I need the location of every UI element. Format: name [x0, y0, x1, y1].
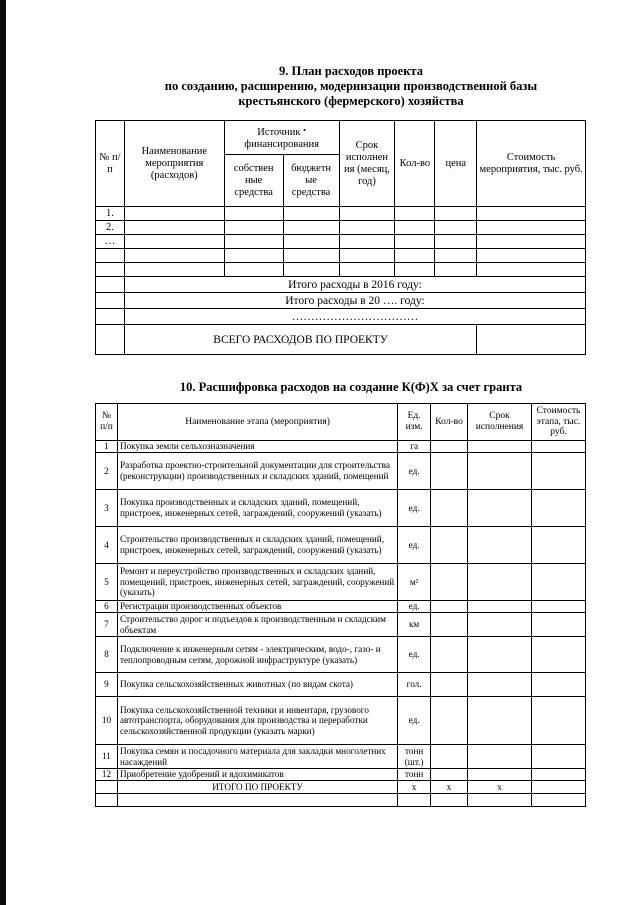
t10-row-term[interactable]	[468, 527, 532, 564]
t9-cell[interactable]	[124, 207, 224, 221]
table-row	[96, 564, 586, 601]
t10-row-unit: тонн	[398, 769, 431, 781]
section9-title-line2: по созданию, расширению, модернизации производственной базы	[164, 79, 538, 93]
t9-row-num: 1.	[96, 207, 125, 221]
t9-cell[interactable]	[224, 249, 283, 263]
grand-total-label: ВСЕГО РАСХОДОВ ПО ПРОЕКТУ	[124, 325, 476, 355]
t10-row-name: Покупка сельскохозяйственных животных (по видам скота)	[117, 673, 397, 697]
dots-placeholder: ……………………………	[124, 309, 585, 325]
t9-header-cost: Стоимость мероприятия, тыс. руб.	[477, 121, 586, 207]
t9-cell[interactable]	[477, 249, 586, 263]
t9-header-num: № п/п	[96, 121, 125, 207]
t10-row-unit: ед.	[398, 490, 431, 527]
table-row	[96, 441, 586, 453]
table-row	[96, 235, 586, 249]
section9-title	[96, 64, 606, 109]
table-row	[96, 207, 586, 221]
t10-row-qty[interactable]	[431, 637, 468, 673]
t9-cell[interactable]	[283, 263, 339, 277]
t10-row-cost[interactable]	[531, 564, 585, 601]
t10-row-unit: ед.	[398, 637, 431, 673]
t10-total-label: ИТОГО ПО ПРОЕКТУ	[117, 781, 397, 794]
t10-body	[96, 441, 586, 781]
table-row	[96, 527, 586, 564]
t9-header-name: Наименование мероприятия (расходов)	[124, 121, 224, 207]
t10-row-name: Подключение к инженерным сетям - электрическим, водо-, газо- и теплопроводным сетям, дорожной инфраструктуре (указать)	[117, 637, 397, 673]
t9-cell[interactable]	[477, 235, 586, 249]
t10-header-unit: Ед. изм.	[398, 404, 431, 441]
t10-row-qty[interactable]	[431, 441, 468, 453]
t9-cell[interactable]	[477, 221, 586, 235]
t9-header-source-sub: финансирования	[244, 138, 319, 150]
t10-total-qty: х	[431, 781, 468, 794]
t10-row-term[interactable]	[468, 673, 532, 697]
t10-row-qty[interactable]	[431, 745, 468, 769]
t9-cell[interactable]	[435, 221, 477, 235]
t10-row-qty[interactable]	[431, 564, 468, 601]
t9-cell[interactable]	[224, 207, 283, 221]
t9-cell[interactable]	[224, 235, 283, 249]
t9-row-num: 2.	[96, 221, 125, 235]
table-row	[96, 769, 586, 781]
t10-header-term: Срок исполнения	[468, 404, 532, 441]
t10-row-unit: ед.	[398, 697, 431, 745]
t10-row-num: 9	[96, 673, 118, 697]
t9-cell[interactable]	[435, 263, 477, 277]
t10-row-term[interactable]	[468, 564, 532, 601]
t9-cell[interactable]	[435, 207, 477, 221]
t10-row-unit: ед.	[398, 453, 431, 490]
t10-row-num: 4	[96, 527, 118, 564]
t10-row-name: Строительство дорог и подъездов к производственным и складским объектам	[117, 613, 397, 637]
t10-header-num: № п/п	[96, 404, 118, 441]
t9-header-term: Срок исполнен ия (месяц, год)	[339, 121, 395, 207]
expense-plan-table	[95, 120, 586, 355]
grant-expense-table	[95, 403, 586, 807]
t10-row-unit: ед.	[398, 527, 431, 564]
t10-row-name: Ремонт и переустройство производственных и складских зданий, помещений, пристроек, инженерных сетей, заграждений, сооружений (указать)	[117, 564, 397, 601]
t9-cell[interactable]	[395, 235, 435, 249]
t9-header-price: цена	[435, 121, 477, 207]
t10-total-unit: х	[398, 781, 431, 794]
t10-row-num: 12	[96, 769, 118, 781]
t10-row-unit: м²	[398, 564, 431, 601]
t10-row-cost[interactable]	[531, 745, 585, 769]
t10-row-cost[interactable]	[531, 637, 585, 673]
t9-cell[interactable]	[435, 249, 477, 263]
table-row	[96, 453, 586, 490]
t10-row-term[interactable]	[468, 601, 532, 613]
t9-header-source	[224, 121, 339, 155]
t10-row-name: Покупка семян и посадочного материала для закладки многолетних насаждений	[117, 745, 397, 769]
t10-row-cost[interactable]	[531, 441, 585, 453]
total-2016-label: Итого расходы в 2016 году:	[124, 277, 585, 293]
t10-row-qty[interactable]	[431, 453, 468, 490]
t10-row-qty[interactable]	[431, 613, 468, 637]
table-row	[96, 673, 586, 697]
table10-header-row	[96, 404, 586, 441]
t10-row-cost[interactable]	[531, 613, 585, 637]
t10-row-term[interactable]	[468, 453, 532, 490]
t10-row-name: Покупка сельскохозяйственной техники и инвентаря, грузового автотранспорта, оборудования для производства и переработки сельскохозяйственной продукции (указать марки)	[117, 697, 397, 745]
t9-row-num	[96, 249, 125, 263]
t9-header-source-label: Источник	[257, 126, 301, 138]
t10-row-term[interactable]	[468, 613, 532, 637]
section10-title: 10. Расшифровка расходов на создание К(Ф)Х за счет гранта	[179, 380, 523, 394]
t10-row-cost[interactable]	[531, 601, 585, 613]
t9-row-num: …	[96, 235, 125, 249]
t10-row-name: Регистрация производственных объектов	[117, 601, 397, 613]
t9-cell[interactable]	[435, 235, 477, 249]
t10-row-qty[interactable]	[431, 673, 468, 697]
grand-total-value[interactable]	[477, 325, 586, 355]
t10-header-qty: Кол-во	[431, 404, 468, 441]
bullet-icon: •	[303, 125, 306, 135]
t10-row-unit: га	[398, 441, 431, 453]
t10-row-qty[interactable]	[431, 490, 468, 527]
total-20-row	[96, 293, 586, 309]
t10-row-term[interactable]	[468, 745, 532, 769]
table-row	[96, 613, 586, 637]
t9-cell[interactable]	[124, 221, 224, 235]
scan-edge-bar	[0, 0, 6, 905]
t10-row-num: 2	[96, 453, 118, 490]
t10-empty-row	[96, 794, 586, 807]
t9-header-budget: бюджетн ые средства	[283, 155, 339, 207]
t10-row-qty[interactable]	[431, 697, 468, 745]
t10-row-name: Покупка земли сельхозназначения	[117, 441, 397, 453]
t10-row-term[interactable]	[468, 697, 532, 745]
t9-cell[interactable]	[124, 249, 224, 263]
t10-row-cost[interactable]	[531, 673, 585, 697]
t10-row-unit: гол.	[398, 673, 431, 697]
t10-row-num: 6	[96, 601, 118, 613]
t9-cell[interactable]	[283, 207, 339, 221]
t10-row-term[interactable]	[468, 769, 532, 781]
t10-row-name: Строительство производственных и складских зданий, помещений, пристроек, инженерных сетей, заграждений, сооружений (указать)	[117, 527, 397, 564]
table-row	[96, 490, 586, 527]
t9-cell[interactable]	[339, 235, 395, 249]
t10-header-cost: Стоимость этапа, тыс. руб.	[531, 404, 585, 441]
t9-cell[interactable]	[477, 263, 586, 277]
dots-row	[96, 309, 586, 325]
table-row	[96, 263, 586, 277]
t9-cell[interactable]	[339, 263, 395, 277]
t10-row-qty[interactable]	[431, 527, 468, 564]
section9-title-line3: крестьянского (фермерского) хозяйства	[238, 94, 464, 108]
t9-cell[interactable]	[224, 221, 283, 235]
t9-row-num	[96, 263, 125, 277]
t10-row-name: Покупка производственных и складских зданий, помещений, пристроек, инженерных сетей, заграждений, сооружений (указать)	[117, 490, 397, 527]
section9-title-line1: 9. План расходов проекта	[279, 64, 423, 78]
t9-cell[interactable]	[339, 221, 395, 235]
t10-total-row	[96, 781, 586, 794]
t9-cell[interactable]	[283, 221, 339, 235]
t10-total-cost[interactable]	[531, 781, 585, 794]
t10-row-term[interactable]	[468, 441, 532, 453]
t10-row-num: 7	[96, 613, 118, 637]
total-20-label: Итого расходы в 20 …. году:	[124, 293, 585, 309]
grand-total-row	[96, 325, 586, 355]
table-row	[96, 221, 586, 235]
t9-cell[interactable]	[395, 221, 435, 235]
t9-cell[interactable]	[395, 263, 435, 277]
t10-row-num: 1	[96, 441, 118, 453]
t10-row-num: 8	[96, 637, 118, 673]
t9-cell[interactable]	[224, 263, 283, 277]
t10-row-num: 11	[96, 745, 118, 769]
t9-header-own: собствен ные средства	[224, 155, 283, 207]
table-row	[96, 697, 586, 745]
t10-total-term: х	[468, 781, 532, 794]
t10-row-num: 5	[96, 564, 118, 601]
t10-row-name: Разработка проектно-строительной документации для строительства (реконструкции) производственных и складских зданий, помещений	[117, 453, 397, 490]
total-2016-row	[96, 277, 586, 293]
table-row	[96, 601, 586, 613]
t10-row-cost[interactable]	[531, 453, 585, 490]
t10-row-unit: тонн (шт.)	[398, 745, 431, 769]
table-row	[96, 745, 586, 769]
table9-header-row	[96, 121, 586, 155]
t9-header-qty: Кол-во	[395, 121, 435, 207]
t9-cell[interactable]	[283, 249, 339, 263]
t9-cell[interactable]	[395, 207, 435, 221]
t10-row-cost[interactable]	[531, 697, 585, 745]
t9-cell[interactable]	[124, 263, 224, 277]
t10-row-term[interactable]	[468, 637, 532, 673]
t10-header-name: Наименование этапа (мероприятия)	[117, 404, 397, 441]
t9-cell[interactable]	[339, 249, 395, 263]
t9-cell[interactable]	[477, 207, 586, 221]
t10-row-num: 3	[96, 490, 118, 527]
t10-row-qty[interactable]	[431, 601, 468, 613]
t9-cell[interactable]	[339, 207, 395, 221]
t9-cell[interactable]	[283, 235, 339, 249]
t10-row-num: 10	[96, 697, 118, 745]
t10-row-cost[interactable]	[531, 527, 585, 564]
t10-row-term[interactable]	[468, 490, 532, 527]
t10-row-name: Приобретение удобрений и ядохимикатов	[117, 769, 397, 781]
t10-row-unit: ед.	[398, 601, 431, 613]
t9-cell[interactable]	[124, 235, 224, 249]
t10-row-cost[interactable]	[531, 769, 585, 781]
t9-cell[interactable]	[395, 249, 435, 263]
table-row	[96, 637, 586, 673]
table-row	[96, 249, 586, 263]
t10-row-unit: км	[398, 613, 431, 637]
t10-row-cost[interactable]	[531, 490, 585, 527]
t10-row-qty[interactable]	[431, 769, 468, 781]
